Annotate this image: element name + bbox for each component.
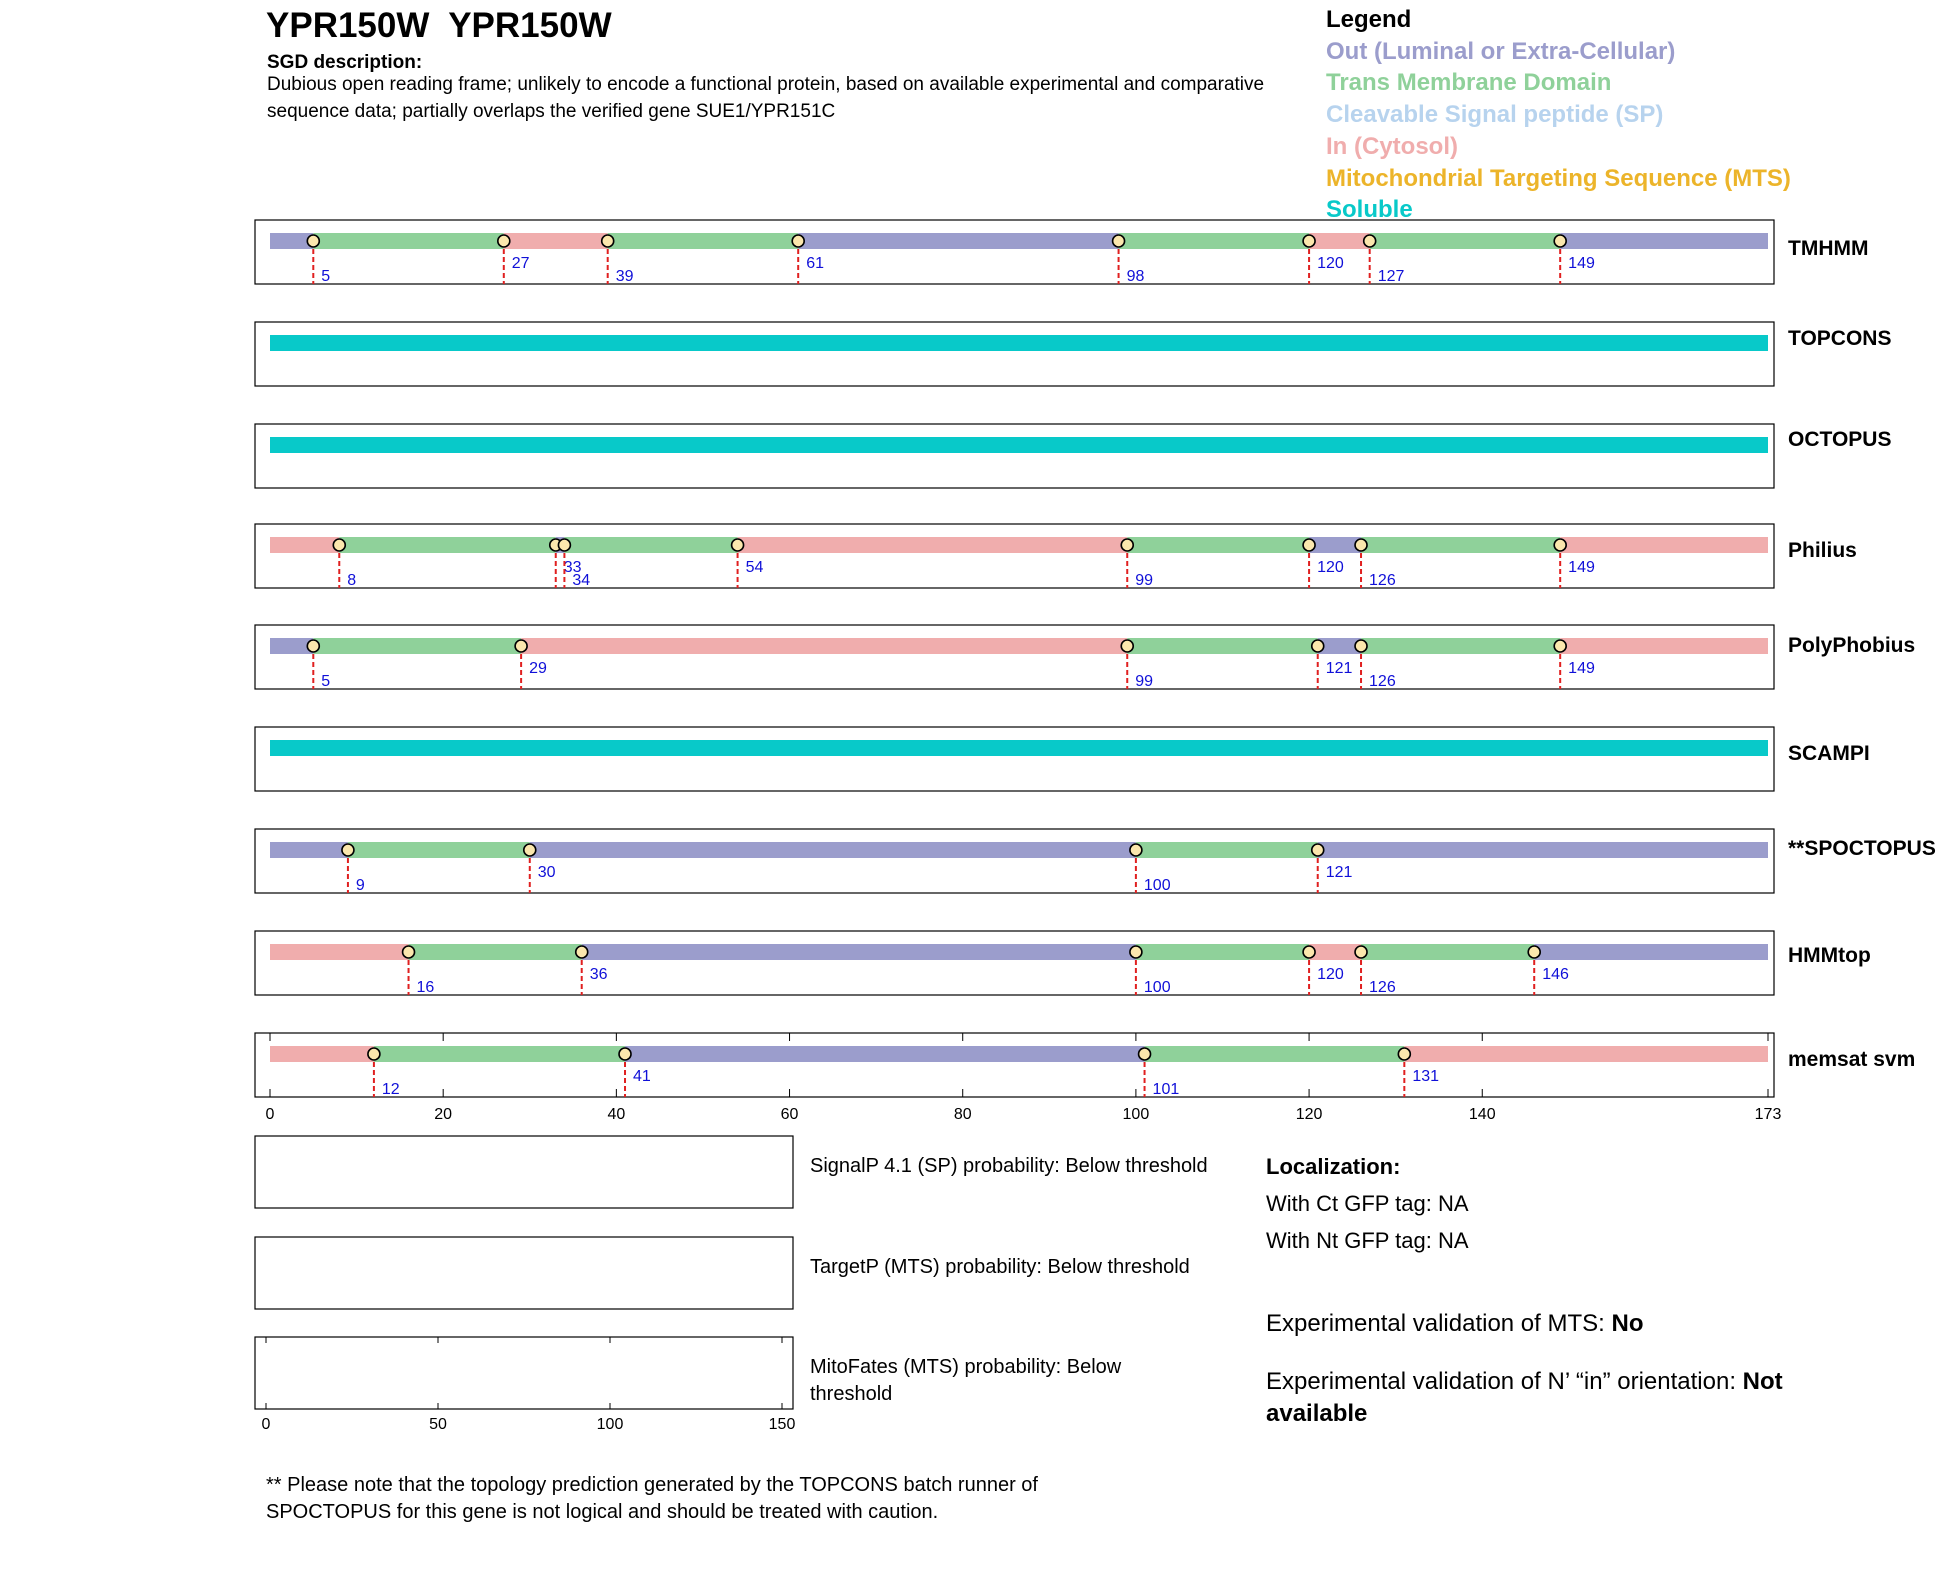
boundary-marker xyxy=(1130,844,1142,856)
track-box xyxy=(255,424,1774,488)
segment-soluble xyxy=(270,335,1768,351)
segment-tm xyxy=(313,638,521,654)
boundary-marker xyxy=(558,539,570,551)
boundary-label: 126 xyxy=(1369,979,1396,996)
boundary-marker xyxy=(1312,844,1324,856)
boundary-label: 100 xyxy=(1143,877,1171,894)
boundary-label: 54 xyxy=(745,559,764,576)
boundary-marker xyxy=(524,844,536,856)
boundary-marker xyxy=(342,844,354,856)
boundary-marker xyxy=(1303,539,1315,551)
boundary-label: 27 xyxy=(511,255,530,272)
boundary-marker xyxy=(1121,539,1133,551)
segment-tm xyxy=(374,1046,625,1062)
track-label: **SPOCTOPUS xyxy=(1788,837,1936,860)
boundary-marker xyxy=(1528,946,1540,958)
boundary-label: 99 xyxy=(1135,673,1154,690)
boundary-label: 16 xyxy=(416,979,435,996)
track-box xyxy=(255,829,1774,893)
boundary-marker xyxy=(1355,946,1367,958)
boundary-label: 5 xyxy=(321,268,331,285)
segment-tm xyxy=(348,842,530,858)
segment-out xyxy=(1318,842,1768,858)
segment-tm xyxy=(1361,537,1560,553)
boundary-label: 120 xyxy=(1317,966,1344,983)
boundary-marker xyxy=(1554,539,1566,551)
segment-in xyxy=(1309,944,1361,960)
track-box xyxy=(255,931,1774,995)
x-tick-label: 20 xyxy=(434,1106,453,1123)
track-label: TMHMM xyxy=(1788,237,1869,260)
track-label: HMMtop xyxy=(1788,944,1871,967)
segment-in xyxy=(270,944,409,960)
boundary-label: 100 xyxy=(1143,979,1171,996)
boundary-marker xyxy=(307,235,319,247)
localization-title: Localization: xyxy=(1266,1154,1401,1179)
segment-out xyxy=(270,842,348,858)
segment-tm xyxy=(1127,537,1309,553)
segment-tm xyxy=(1127,638,1317,654)
boundary-label: 149 xyxy=(1568,255,1595,272)
boundary-marker xyxy=(1355,539,1367,551)
sgd-description-text: Dubious open reading frame; unlikely to encode a functional protein, based on available experimental and comparative sequence data; partially overlaps the verified gene SUE1/YPR151C xyxy=(267,74,1265,122)
segment-tm xyxy=(313,233,503,249)
legend-item-out: Out (Luminal or Extra-Cellular) xyxy=(1326,37,1676,65)
n-in-validation xyxy=(1266,1366,1826,1430)
segment-in xyxy=(521,638,1127,654)
boundary-label: 126 xyxy=(1369,572,1396,589)
x-tick-label: 60 xyxy=(780,1106,799,1123)
boundary-label: 101 xyxy=(1152,1081,1180,1098)
legend-item-soluble: Soluble xyxy=(1326,196,1413,224)
segment-out xyxy=(530,842,1136,858)
segment-tm xyxy=(564,537,737,553)
x-tick-label: 100 xyxy=(596,1416,624,1433)
boundary-label: 99 xyxy=(1135,572,1154,589)
x-tick-label: 100 xyxy=(1122,1106,1150,1123)
boundary-marker xyxy=(1398,1048,1410,1060)
boundary-marker xyxy=(1312,640,1324,652)
boundary-label: 8 xyxy=(347,572,357,589)
segment-out xyxy=(798,233,1118,249)
boundary-marker xyxy=(1303,235,1315,247)
track-box xyxy=(255,322,1774,386)
boundary-marker xyxy=(619,1048,631,1060)
boundary-label: 127 xyxy=(1377,268,1405,285)
boundary-label: 146 xyxy=(1542,966,1569,983)
segment-tm xyxy=(608,233,798,249)
segment-tm xyxy=(1136,944,1309,960)
segment-in xyxy=(1309,233,1370,249)
x-tick-label: 173 xyxy=(1754,1106,1782,1123)
n-in-validation-label: Experimental validation of N’ “in” orientation: xyxy=(1266,1368,1743,1395)
track-box xyxy=(255,1033,1774,1097)
x-tick-label: 40 xyxy=(607,1106,626,1123)
segment-tm xyxy=(1370,233,1560,249)
probability-box xyxy=(255,1136,793,1208)
boundary-marker xyxy=(307,640,319,652)
x-tick-label: 0 xyxy=(261,1416,271,1433)
probability-label: SignalP 4.1 (SP) probability: Below threshold xyxy=(810,1155,1208,1177)
ct-gfp-text: With Ct GFP tag: NA xyxy=(1266,1191,1469,1216)
nt-gfp-text: With Nt GFP tag: NA xyxy=(1266,1228,1469,1253)
mts-validation xyxy=(1266,1308,1826,1340)
legend-title: Legend xyxy=(1326,6,1412,33)
boundary-label: 33 xyxy=(563,559,582,576)
track-label: memsat svm xyxy=(1788,1048,1916,1071)
track-box xyxy=(255,220,1774,284)
boundary-label: 36 xyxy=(589,966,608,983)
boundary-label: 120 xyxy=(1317,559,1344,576)
segment-tm xyxy=(1136,842,1318,858)
mts-validation-label: Experimental validation of MTS: xyxy=(1266,1310,1612,1337)
sgd-description-label: SGD description: xyxy=(267,52,423,73)
segment-tm xyxy=(1145,1046,1405,1062)
boundary-label: 98 xyxy=(1126,268,1145,285)
boundary-marker xyxy=(498,235,510,247)
x-tick-label: 140 xyxy=(1468,1106,1496,1123)
boundary-marker xyxy=(1364,235,1376,247)
boundary-marker xyxy=(1121,640,1133,652)
segment-tm xyxy=(339,537,555,553)
boundary-label: 121 xyxy=(1325,660,1353,677)
track-box xyxy=(255,727,1774,791)
x-tick-label: 0 xyxy=(265,1106,275,1123)
segment-soluble xyxy=(270,437,1768,453)
probability-label: TargetP (MTS) probability: Below threshold xyxy=(810,1256,1190,1278)
boundary-label: 149 xyxy=(1568,660,1595,677)
boundary-marker xyxy=(1554,235,1566,247)
spoctopus-note: ** Please note that the topology prediction generated by the TOPCONS batch runner of SPOCTOPUS for this gene is not logical and should be treated with caution. xyxy=(266,1474,1038,1523)
legend-item-in: In (Cytosol) xyxy=(1326,132,1458,160)
legend-item-tm: Trans Membrane Domain xyxy=(1326,69,1612,97)
probability-box xyxy=(255,1337,793,1409)
mts-validation-value: No xyxy=(1611,1310,1644,1337)
segment-soluble xyxy=(270,740,1768,756)
boundary-marker xyxy=(368,1048,380,1060)
segment-out xyxy=(582,944,1136,960)
boundary-label: 34 xyxy=(572,572,591,589)
boundary-marker xyxy=(1355,640,1367,652)
segment-tm xyxy=(409,944,582,960)
boundary-label: 12 xyxy=(381,1081,400,1098)
boundary-marker xyxy=(1113,235,1125,247)
x-tick-label: 50 xyxy=(429,1416,447,1433)
track-label: SCAMPI xyxy=(1788,742,1870,765)
legend-item-sp: Cleavable Signal peptide (SP) xyxy=(1326,101,1664,129)
segment-tm xyxy=(1361,944,1534,960)
boundary-marker xyxy=(576,946,588,958)
probability-label: threshold xyxy=(810,1383,893,1405)
x-tick-label: 150 xyxy=(768,1416,796,1433)
segment-out xyxy=(625,1046,1145,1062)
boundary-label: 29 xyxy=(529,660,547,677)
segment-in xyxy=(1560,638,1768,654)
segment-tm xyxy=(1119,233,1309,249)
track-label: TOPCONS xyxy=(1788,327,1892,350)
segment-in xyxy=(270,537,339,553)
x-tick-label: 80 xyxy=(953,1106,972,1123)
boundary-marker xyxy=(1139,1048,1151,1060)
boundary-label: 121 xyxy=(1325,864,1353,881)
boundary-label: 120 xyxy=(1317,255,1344,272)
segment-in xyxy=(738,537,1128,553)
n-in-validation-value: Not available xyxy=(1266,1368,1783,1427)
segment-out xyxy=(1560,233,1768,249)
x-tick-label: 120 xyxy=(1295,1106,1323,1123)
track-label: OCTOPUS xyxy=(1788,428,1892,451)
segment-in xyxy=(1560,537,1768,553)
legend-item-mts: Mitochondrial Targeting Sequence (MTS) xyxy=(1326,164,1791,192)
segment-in xyxy=(270,1046,374,1062)
boundary-marker xyxy=(1130,946,1142,958)
boundary-marker xyxy=(1554,640,1566,652)
boundary-marker xyxy=(1303,946,1315,958)
segment-in xyxy=(1404,1046,1768,1062)
boundary-marker xyxy=(403,946,415,958)
boundary-label: 41 xyxy=(633,1068,651,1085)
segment-in xyxy=(504,233,608,249)
boundary-marker xyxy=(333,539,345,551)
boundary-label: 39 xyxy=(615,268,634,285)
probability-box xyxy=(255,1237,793,1309)
segment-out xyxy=(1309,537,1361,553)
boundary-marker xyxy=(792,235,804,247)
page-title: YPR150W YPR150W xyxy=(266,6,612,45)
segment-out xyxy=(1534,944,1768,960)
boundary-label: 9 xyxy=(355,877,365,894)
track-box xyxy=(255,524,1774,588)
boundary-marker xyxy=(732,539,744,551)
boundary-label: 149 xyxy=(1568,559,1595,576)
boundary-marker xyxy=(602,235,614,247)
boundary-marker xyxy=(515,640,527,652)
boundary-label: 61 xyxy=(806,255,824,272)
track-box xyxy=(255,625,1774,689)
boundary-label: 30 xyxy=(537,864,556,881)
track-label: Philius xyxy=(1788,539,1857,562)
boundary-label: 126 xyxy=(1369,673,1396,690)
segment-tm xyxy=(1361,638,1560,654)
localization-block xyxy=(1266,1148,1469,1259)
probability-label: MitoFates (MTS) probability: Below xyxy=(810,1356,1122,1378)
track-label: PolyPhobius xyxy=(1788,634,1916,657)
boundary-label: 131 xyxy=(1412,1068,1440,1085)
boundary-label: 5 xyxy=(321,673,331,690)
